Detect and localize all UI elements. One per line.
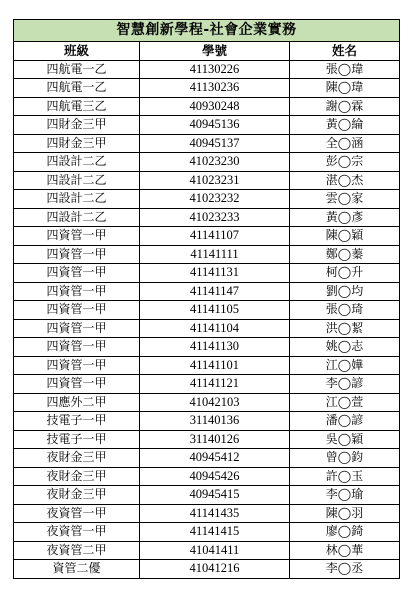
table-row xyxy=(14,504,400,523)
header-row xyxy=(14,42,400,61)
name-cell: 柯◯升 xyxy=(290,264,400,283)
class-cell: 四財金三甲 xyxy=(14,116,140,135)
class-cell: 四資管一甲 xyxy=(14,356,140,375)
class-cell: 夜財金三甲 xyxy=(14,449,140,468)
roster-sheet xyxy=(13,19,399,579)
table-row xyxy=(14,412,400,431)
header-name: 姓名 xyxy=(290,42,400,61)
table-row xyxy=(14,338,400,357)
name-cell: 江◯萱 xyxy=(290,393,400,412)
class-cell: 四資管一甲 xyxy=(14,375,140,394)
class-cell: 四航電一乙 xyxy=(14,79,140,98)
student-id-cell: 41141107 xyxy=(140,227,290,246)
table-row xyxy=(14,449,400,468)
student-id-cell: 41141131 xyxy=(140,264,290,283)
table-row xyxy=(14,541,400,560)
student-id-cell: 40945412 xyxy=(140,449,290,468)
table-row xyxy=(14,467,400,486)
class-cell: 四資管一甲 xyxy=(14,338,140,357)
roster-body xyxy=(14,60,400,578)
title-row xyxy=(14,20,400,42)
table-row xyxy=(14,208,400,227)
student-id-cell: 41023232 xyxy=(140,190,290,209)
table-row xyxy=(14,97,400,116)
class-cell: 四設計二乙 xyxy=(14,190,140,209)
student-id-cell: 41130226 xyxy=(140,60,290,79)
class-cell: 四資管一甲 xyxy=(14,227,140,246)
name-cell: 全◯涵 xyxy=(290,134,400,153)
table-row xyxy=(14,134,400,153)
student-id-cell: 40945137 xyxy=(140,134,290,153)
header-class: 班級 xyxy=(14,42,140,61)
table-row xyxy=(14,171,400,190)
name-cell: 黃◯彥 xyxy=(290,208,400,227)
roster-table xyxy=(13,19,400,579)
student-id-cell: 41023231 xyxy=(140,171,290,190)
class-cell: 四資管一甲 xyxy=(14,245,140,264)
table-row xyxy=(14,356,400,375)
table-row xyxy=(14,375,400,394)
table-row xyxy=(14,245,400,264)
student-id-cell: 41141101 xyxy=(140,356,290,375)
class-cell: 四資管一甲 xyxy=(14,282,140,301)
name-cell: 張◯琦 xyxy=(290,301,400,320)
name-cell: 黃◯綸 xyxy=(290,116,400,135)
table-row xyxy=(14,116,400,135)
student-id-cell: 31140126 xyxy=(140,430,290,449)
name-cell: 劉◯均 xyxy=(290,282,400,301)
table-row xyxy=(14,301,400,320)
name-cell: 李◯瑜 xyxy=(290,486,400,505)
table-row xyxy=(14,560,400,579)
class-cell: 夜資管一甲 xyxy=(14,523,140,542)
table-row xyxy=(14,264,400,283)
class-cell: 技電子一甲 xyxy=(14,430,140,449)
student-id-cell: 41130236 xyxy=(140,79,290,98)
name-cell: 李◯丞 xyxy=(290,560,400,579)
name-cell: 鄭◯蓁 xyxy=(290,245,400,264)
name-cell: 陳◯穎 xyxy=(290,227,400,246)
class-cell: 四設計二乙 xyxy=(14,153,140,172)
table-row xyxy=(14,227,400,246)
class-cell: 四資管一甲 xyxy=(14,264,140,283)
table-row xyxy=(14,79,400,98)
student-id-cell: 41141105 xyxy=(140,301,290,320)
table-row xyxy=(14,60,400,79)
student-id-cell: 41042103 xyxy=(140,393,290,412)
class-cell: 四應外二甲 xyxy=(14,393,140,412)
class-cell: 四航電三乙 xyxy=(14,97,140,116)
student-id-cell: 41141435 xyxy=(140,504,290,523)
name-cell: 雲◯家 xyxy=(290,190,400,209)
table-title: 智慧創新學程-社會企業實務 xyxy=(14,20,400,42)
class-cell: 夜資管二甲 xyxy=(14,541,140,560)
student-id-cell: 40945426 xyxy=(140,467,290,486)
class-cell: 夜資管一甲 xyxy=(14,504,140,523)
class-cell: 四資管一甲 xyxy=(14,301,140,320)
name-cell: 洪◯絜 xyxy=(290,319,400,338)
table-row xyxy=(14,393,400,412)
name-cell: 姚◯志 xyxy=(290,338,400,357)
student-id-cell: 40945136 xyxy=(140,116,290,135)
student-id-cell: 31140136 xyxy=(140,412,290,431)
student-id-cell: 40945415 xyxy=(140,486,290,505)
name-cell: 李◯諺 xyxy=(290,375,400,394)
table-row xyxy=(14,319,400,338)
student-id-cell: 41141111 xyxy=(140,245,290,264)
name-cell: 許◯玉 xyxy=(290,467,400,486)
table-row xyxy=(14,523,400,542)
name-cell: 謝◯霖 xyxy=(290,97,400,116)
header-student-id: 學號 xyxy=(140,42,290,61)
table-row xyxy=(14,486,400,505)
name-cell: 彭◯宗 xyxy=(290,153,400,172)
student-id-cell: 41141415 xyxy=(140,523,290,542)
student-id-cell: 41141121 xyxy=(140,375,290,394)
name-cell: 湛◯杰 xyxy=(290,171,400,190)
class-cell: 四設計二乙 xyxy=(14,208,140,227)
table-row xyxy=(14,430,400,449)
student-id-cell: 41141104 xyxy=(140,319,290,338)
class-cell: 四財金三甲 xyxy=(14,134,140,153)
student-id-cell: 41023230 xyxy=(140,153,290,172)
student-id-cell: 41041411 xyxy=(140,541,290,560)
name-cell: 曾◯鈞 xyxy=(290,449,400,468)
student-id-cell: 41141130 xyxy=(140,338,290,357)
name-cell: 陳◯瑋 xyxy=(290,79,400,98)
class-cell: 資管二優 xyxy=(14,560,140,579)
student-id-cell: 41023233 xyxy=(140,208,290,227)
class-cell: 夜財金三甲 xyxy=(14,467,140,486)
name-cell: 江◯嬅 xyxy=(290,356,400,375)
table-row xyxy=(14,190,400,209)
name-cell: 張◯瑋 xyxy=(290,60,400,79)
name-cell: 廖◯錡 xyxy=(290,523,400,542)
student-id-cell: 40930248 xyxy=(140,97,290,116)
name-cell: 陳◯羽 xyxy=(290,504,400,523)
name-cell: 潘◯諺 xyxy=(290,412,400,431)
table-row xyxy=(14,153,400,172)
name-cell: 吳◯穎 xyxy=(290,430,400,449)
name-cell: 林◯華 xyxy=(290,541,400,560)
student-id-cell: 41141147 xyxy=(140,282,290,301)
class-cell: 夜財金三甲 xyxy=(14,486,140,505)
class-cell: 四設計二乙 xyxy=(14,171,140,190)
class-cell: 四資管一甲 xyxy=(14,319,140,338)
class-cell: 四航電一乙 xyxy=(14,60,140,79)
table-row xyxy=(14,282,400,301)
student-id-cell: 41041216 xyxy=(140,560,290,579)
class-cell: 技電子一甲 xyxy=(14,412,140,431)
